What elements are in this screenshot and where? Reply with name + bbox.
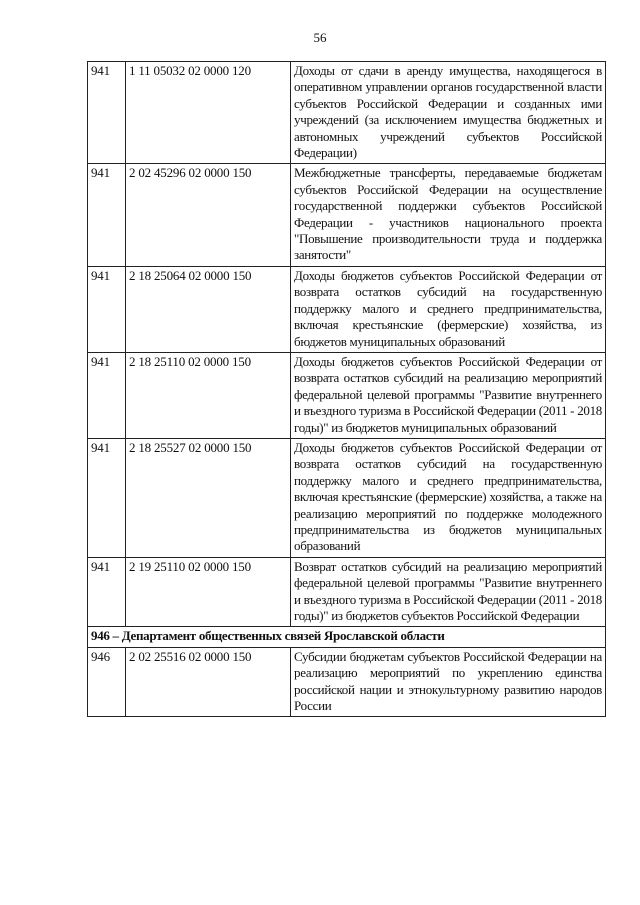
- description-cell: Доходы бюджетов субъектов Российской Федерации от возврата остатков субсидий на государственную поддержку малого и среднего предпринимательства, включая крестьянские (фермерские) хозяйства, а также на реализацию мероприятий по поддержке молодежного предпринимательства из бюджетов муниципальных образований: [291, 438, 606, 557]
- budget-classification-table: [87, 61, 606, 717]
- description-cell: Доходы бюджетов субъектов Российской Федерации от возврата остатков субсидий на реализацию мероприятий федеральной целевой программы "Развитие внутреннего и въездного туризма в Российской Федерации (2011 - 2018 годы)" из бюджетов муниципальных образований: [291, 352, 606, 438]
- admin-code-cell: 941: [88, 62, 126, 164]
- budget-code-cell: 2 18 25064 02 0000 150: [126, 266, 291, 352]
- page-number: 56: [313, 30, 327, 45]
- table-row: [88, 266, 606, 352]
- description-cell: Доходы бюджетов субъектов Российской Федерации от возврата остатков субсидий на государственную поддержку малого и среднего предпринимательства, включая крестьянские (фермерские) хозяйства, из бюджетов муниципальных образований: [291, 266, 606, 352]
- admin-code-cell: 941: [88, 557, 126, 627]
- department-heading-row: [88, 627, 606, 647]
- admin-code-cell: 941: [88, 352, 126, 438]
- department-heading: 946 – Департамент общественных связей Ярославской области: [88, 627, 606, 647]
- description-cell: Субсидии бюджетам субъектов Российской Федерации на реализацию мероприятий по укреплению единства российской нации и этнокультурному развитию народов России: [291, 647, 606, 717]
- admin-code-cell: 941: [88, 438, 126, 557]
- table-row: [88, 557, 606, 627]
- admin-code-cell: 941: [88, 266, 126, 352]
- table-row: [88, 62, 606, 164]
- table-row: [88, 164, 606, 266]
- table-row: [88, 352, 606, 438]
- budget-code-cell: 1 11 05032 02 0000 120: [126, 62, 291, 164]
- table-row: [88, 647, 606, 717]
- description-cell: Возврат остатков субсидий на реализацию мероприятий федеральной целевой программы "Развитие внутреннего и въездного туризма в Российской Федерации (2011 - 2018 годы)" из бюджетов субъектов Российской Федерации: [291, 557, 606, 627]
- budget-code-cell: 2 02 45296 02 0000 150: [126, 164, 291, 266]
- budget-code-cell: 2 19 25110 02 0000 150: [126, 557, 291, 627]
- table-row: [88, 438, 606, 557]
- description-cell: Межбюджетные трансферты, передаваемые бюджетам субъектов Российской Федерации на осуществление государственной поддержки субъектов Российской Федерации - участников национального проекта "Повышение производительности труда и поддержка занятости": [291, 164, 606, 266]
- admin-code-cell: 946: [88, 647, 126, 717]
- admin-code-cell: 941: [88, 164, 126, 266]
- budget-code-cell: 2 02 25516 02 0000 150: [126, 647, 291, 717]
- description-cell: Доходы от сдачи в аренду имущества, находящегося в оперативном управлении органов государственной власти субъектов Российской Федерации и созданных ими учреждений (за исключением имущества бюджетных и автономных учреждений субъектов Российской Федерации): [291, 62, 606, 164]
- budget-code-cell: 2 18 25110 02 0000 150: [126, 352, 291, 438]
- budget-code-cell: 2 18 25527 02 0000 150: [126, 438, 291, 557]
